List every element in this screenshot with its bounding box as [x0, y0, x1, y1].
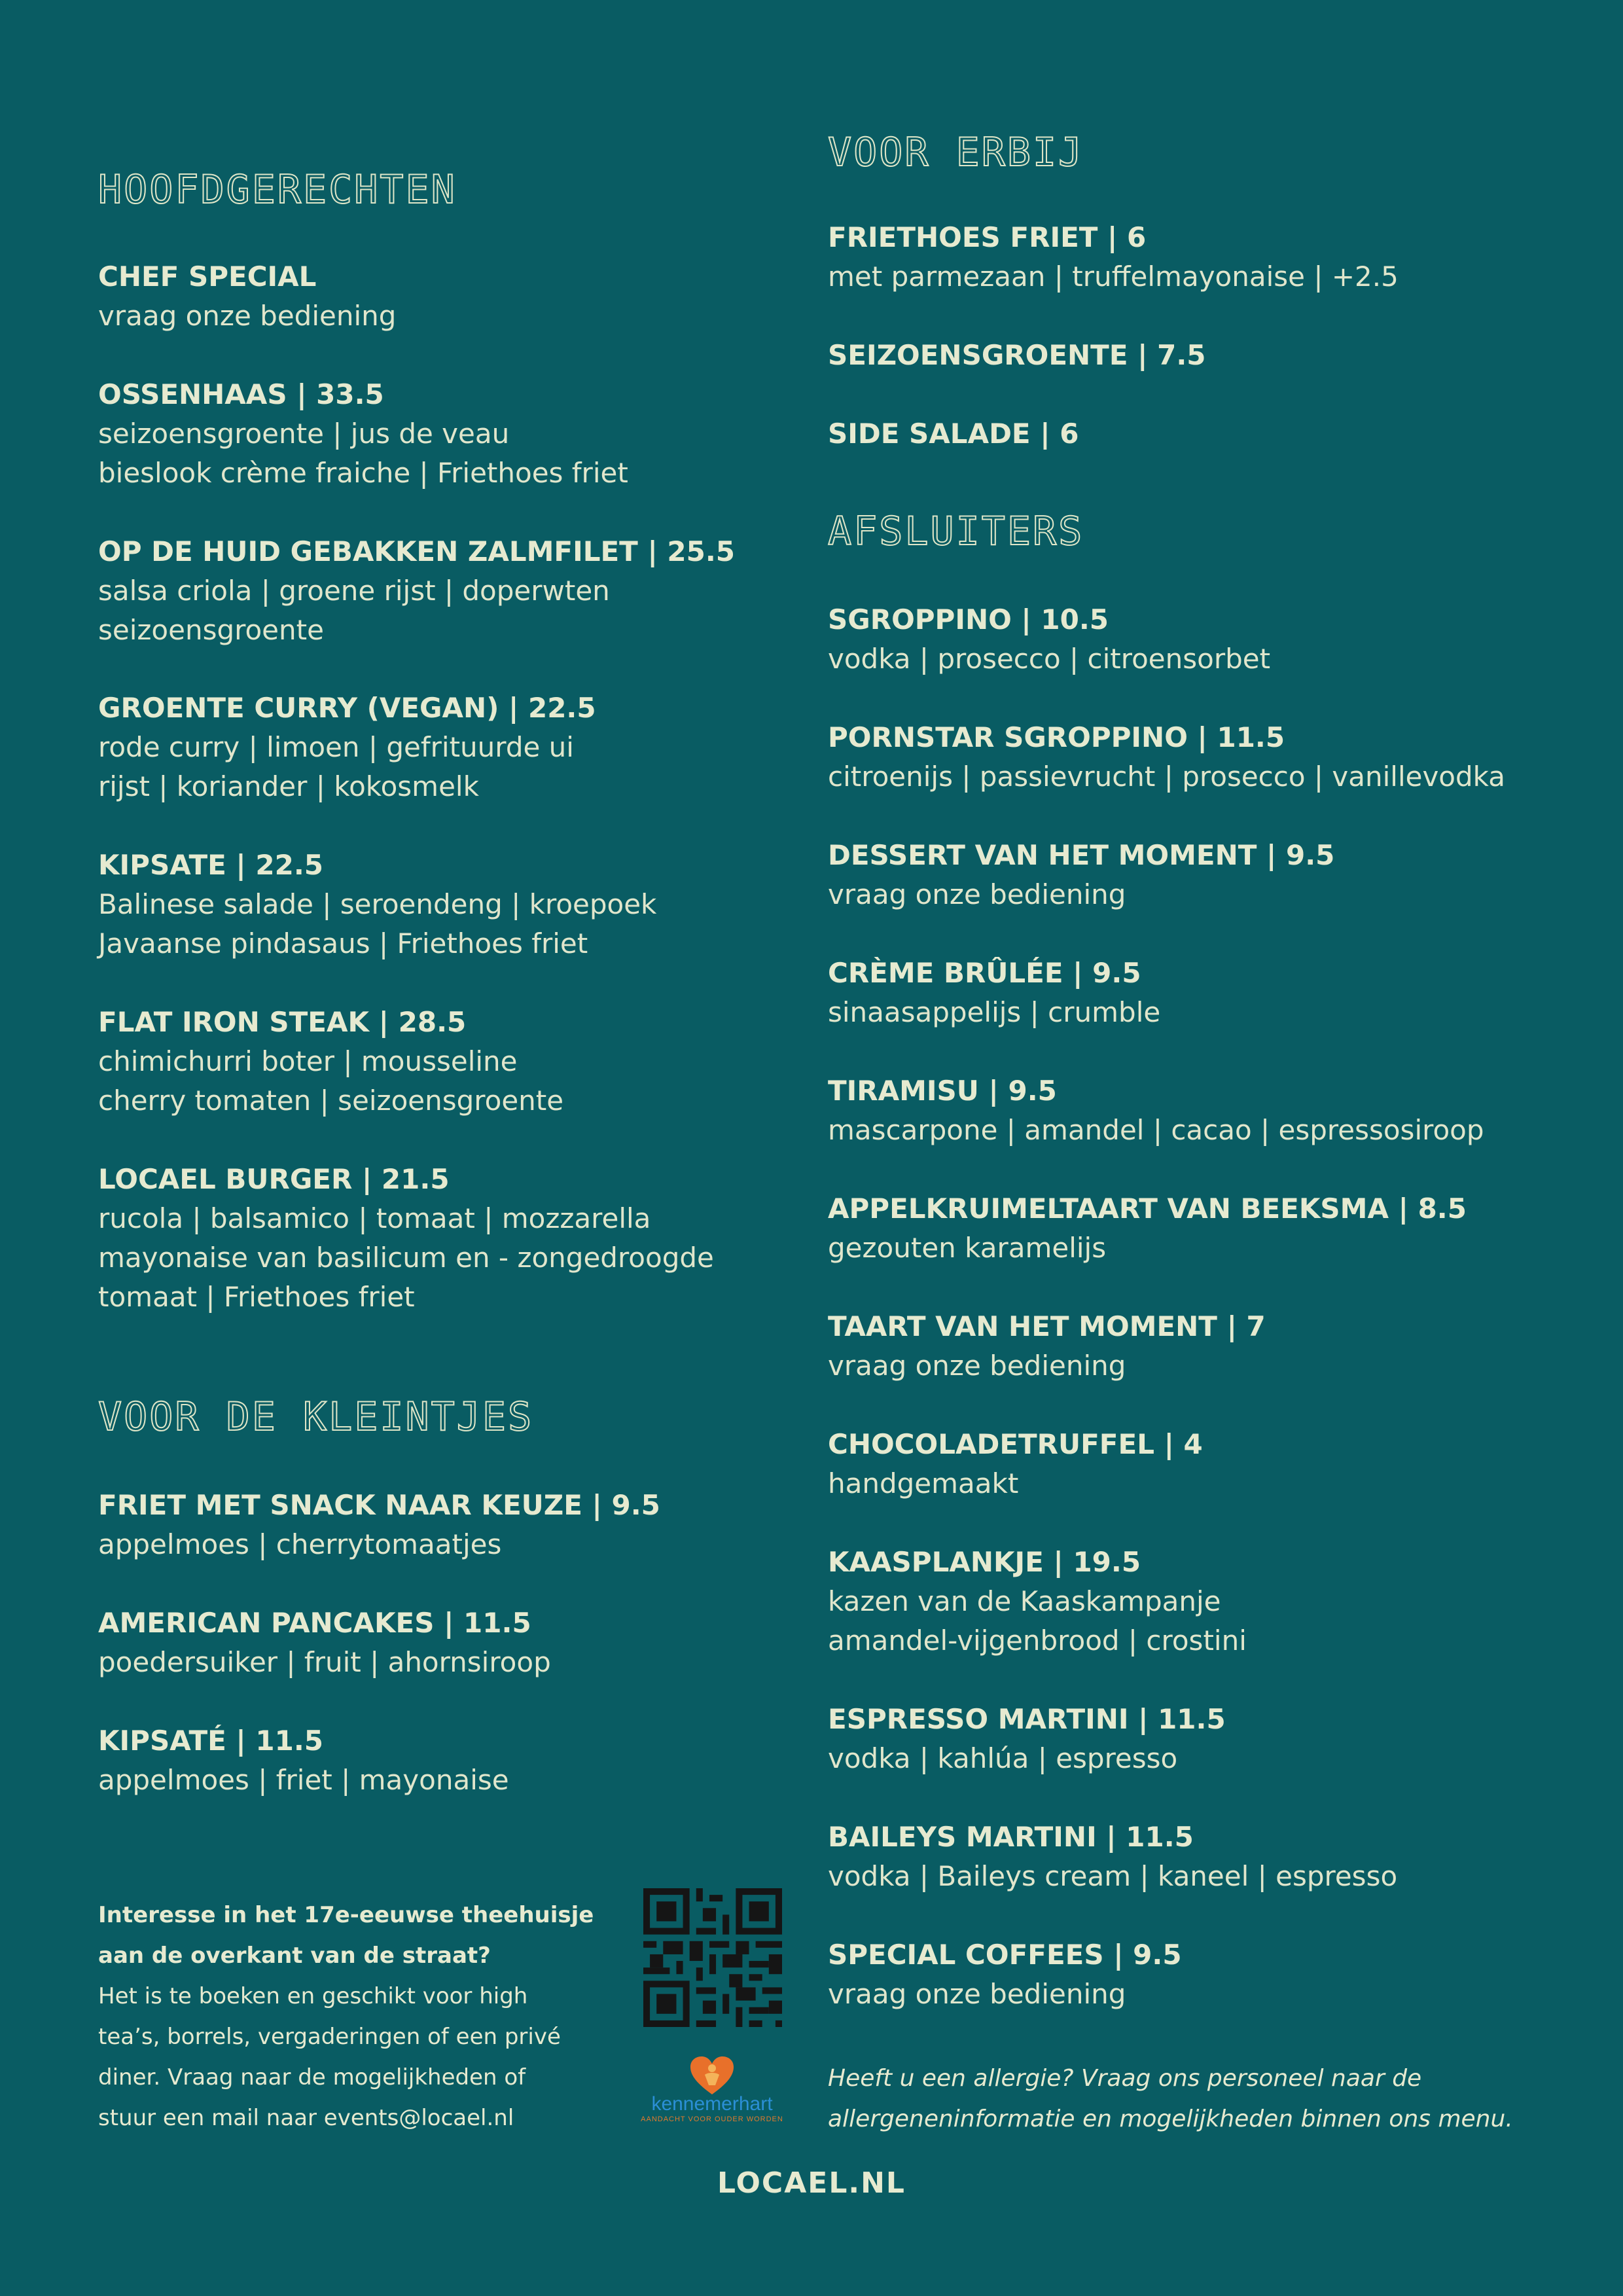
- item-desc: vodka | Baileys cream | kaneel | espresso: [828, 1860, 1398, 1892]
- item-title: LOCAEL BURGER | 21.5: [98, 1163, 450, 1195]
- section-title-kids: VOOR DE KLEINTJES: [98, 1394, 534, 1440]
- item-title: OP DE HUID GEBAKKEN ZALMFILET | 25.5: [98, 535, 736, 567]
- info-line: Het is te boeken en geschikt voor high: [98, 1983, 528, 2009]
- menu-item: [828, 218, 1399, 296]
- item-title: GROENTE CURRY (VEGAN) | 22.5: [98, 692, 596, 724]
- item-title: KAASPLANKJE | 19.5: [828, 1546, 1141, 1578]
- menu-item: [98, 1721, 509, 1800]
- item-desc: tomaat | Friethoes friet: [98, 1281, 415, 1313]
- item-desc: rode curry | limoen | gefrituurde ui: [98, 731, 574, 763]
- item-desc: appelmoes | cherrytomaatjes: [98, 1528, 502, 1560]
- menu-item: [98, 257, 396, 336]
- item-title: BAILEYS MARTINI | 11.5: [828, 1821, 1194, 1853]
- qr-code[interactable]: [643, 1888, 782, 2027]
- logo-tagline: AANDACHT VOOR OUDER WORDEN: [641, 2115, 783, 2123]
- info-line: aan de overkant van de straat?: [98, 1943, 491, 1969]
- item-title: FLAT IRON STEAK | 28.5: [98, 1006, 467, 1038]
- info-line: Interesse in het 17e-eeuwse theehuisje: [98, 1902, 594, 1928]
- item-title: KIPSATE | 22.5: [98, 849, 323, 881]
- item-title: SGROPPINO | 10.5: [828, 603, 1109, 636]
- allergy-line: allergeneninformatie en mogelijkheden binnen ons menu.: [828, 2106, 1513, 2132]
- menu-item: [828, 1189, 1467, 1268]
- item-desc: gezouten karamelijs: [828, 1232, 1107, 1264]
- website-link[interactable]: LOCAEL.NL: [717, 2166, 906, 2200]
- item-desc: handgemaakt: [828, 1467, 1019, 1499]
- item-title: TAART VAN HET MOMENT | 7: [828, 1310, 1266, 1342]
- section-title-mains: HOOFDGERECHTEN: [98, 167, 457, 213]
- qr-code-icon: [643, 1888, 782, 2027]
- item-title: DESSERT VAN HET MOMENT | 9.5: [828, 839, 1335, 871]
- item-desc: seizoensgroente | jus de veau: [98, 418, 510, 450]
- item-desc: kazen van de Kaaskampanje: [828, 1585, 1221, 1617]
- menu-item: [828, 1425, 1203, 1503]
- info-line: diner. Vraag naar de mogelijkheden of: [98, 2064, 526, 2090]
- item-desc: vraag onze bediening: [828, 1350, 1126, 1382]
- info-line: stuur een mail naar events@locael.nl: [98, 2105, 514, 2131]
- menu-item: [828, 1071, 1484, 1150]
- item-title: KIPSATÉ | 11.5: [98, 1725, 323, 1757]
- item-title: ESPRESSO MARTINI | 11.5: [828, 1703, 1226, 1735]
- item-desc: mascarpone | amandel | cacao | espressosiroop: [828, 1114, 1484, 1146]
- menu-item: [828, 1818, 1397, 1896]
- item-desc: bieslook crème fraiche | Friethoes friet: [98, 457, 628, 489]
- menu-item: [828, 600, 1270, 679]
- section-title-desserts: AFSLUITERS: [828, 509, 1084, 554]
- item-desc: vraag onze bediening: [828, 1978, 1126, 2010]
- menu-item: [828, 1700, 1226, 1778]
- item-desc: citroenijs | passievrucht | prosecco | vanillevodka: [828, 761, 1505, 793]
- item-desc: Javaanse pindasaus | Friethoes friet: [98, 927, 588, 960]
- menu-item: [828, 954, 1160, 1032]
- heart-logo-icon: [689, 2055, 735, 2096]
- item-title: SEIZOENSGROENTE | 7.5: [828, 339, 1206, 371]
- item-desc: salsa criola | groene rijst | doperwten: [98, 575, 610, 607]
- menu-item: [828, 1543, 1247, 1660]
- kennemerhart-logo: [633, 2055, 791, 2127]
- logo-name: kennemerhart: [651, 2093, 773, 2115]
- item-desc: rucola | balsamico | tomaat | mozzarella: [98, 1202, 651, 1234]
- item-desc: rijst | koriander | kokosmelk: [98, 770, 479, 802]
- item-desc: vodka | kahlúa | espresso: [828, 1742, 1178, 1774]
- item-desc: appelmoes | friet | mayonaise: [98, 1764, 509, 1796]
- menu-item: [98, 846, 656, 963]
- menu-item: [828, 414, 1079, 454]
- allergy-notice: [828, 2058, 1580, 2140]
- allergy-line: Heeft u een allergie? Vraag ons personeel naar de: [828, 2065, 1422, 2092]
- item-desc: sinaasappelijs | crumble: [828, 996, 1161, 1028]
- info-line: tea’s, borrels, vergaderingen of een privé: [98, 2024, 561, 2050]
- item-desc: Balinese salade | seroendeng | kroepoek: [98, 888, 657, 920]
- item-title: TIRAMISU | 9.5: [828, 1075, 1057, 1107]
- section-title-sides: VOOR ERBIJ: [828, 130, 1084, 175]
- item-desc: mayonaise van basilicum en - zongedroogde: [98, 1242, 714, 1274]
- item-title: PORNSTAR SGROPPINO | 11.5: [828, 721, 1285, 753]
- item-desc: poedersuiker | fruit | ahornsiroop: [98, 1646, 551, 1678]
- item-desc: vodka | prosecco | citroensorbet: [828, 643, 1271, 675]
- menu-item: [98, 1486, 660, 1564]
- item-title: CHOCOLADETRUFFEL | 4: [828, 1428, 1203, 1460]
- item-desc: vraag onze bediening: [98, 300, 397, 332]
- item-title: SIDE SALADE | 6: [828, 418, 1079, 450]
- menu-item: [98, 1160, 714, 1317]
- menu-item: [98, 1003, 563, 1121]
- item-desc: seizoensgroente: [98, 614, 324, 646]
- item-title: SPECIAL COFFEES | 9.5: [828, 1939, 1182, 1971]
- item-desc: amandel-vijgenbrood | crostini: [828, 1624, 1247, 1657]
- teahouse-info: [98, 1895, 602, 2138]
- item-title: AMERICAN PANCAKES | 11.5: [98, 1607, 531, 1639]
- item-title: FRIET MET SNACK NAAR KEUZE | 9.5: [98, 1489, 660, 1521]
- menu-item: [828, 1307, 1266, 1386]
- item-desc: vraag onze bediening: [828, 878, 1126, 910]
- menu-item: [98, 532, 735, 650]
- menu-item: [98, 375, 628, 493]
- menu-item: [828, 718, 1505, 797]
- item-title: FRIETHOES FRIET | 6: [828, 221, 1147, 253]
- menu-item: [98, 689, 596, 806]
- menu-item: [98, 1604, 551, 1682]
- item-desc: cherry tomaten | seizoensgroente: [98, 1085, 564, 1117]
- item-title: OSSENHAAS | 33.5: [98, 378, 384, 410]
- item-title: CHEF SPECIAL: [98, 260, 317, 293]
- menu-item: [828, 336, 1206, 375]
- item-title: CRÈME BRÛLÉE | 9.5: [828, 957, 1141, 989]
- item-title: APPELKRUIMELTAART VAN BEEKSMA | 8.5: [828, 1193, 1467, 1225]
- menu-item: [828, 1935, 1182, 2014]
- item-desc: chimichurri boter | mousseline: [98, 1045, 518, 1077]
- menu-item: [828, 836, 1334, 914]
- item-desc: met parmezaan | truffelmayonaise | +2.5: [828, 260, 1399, 293]
